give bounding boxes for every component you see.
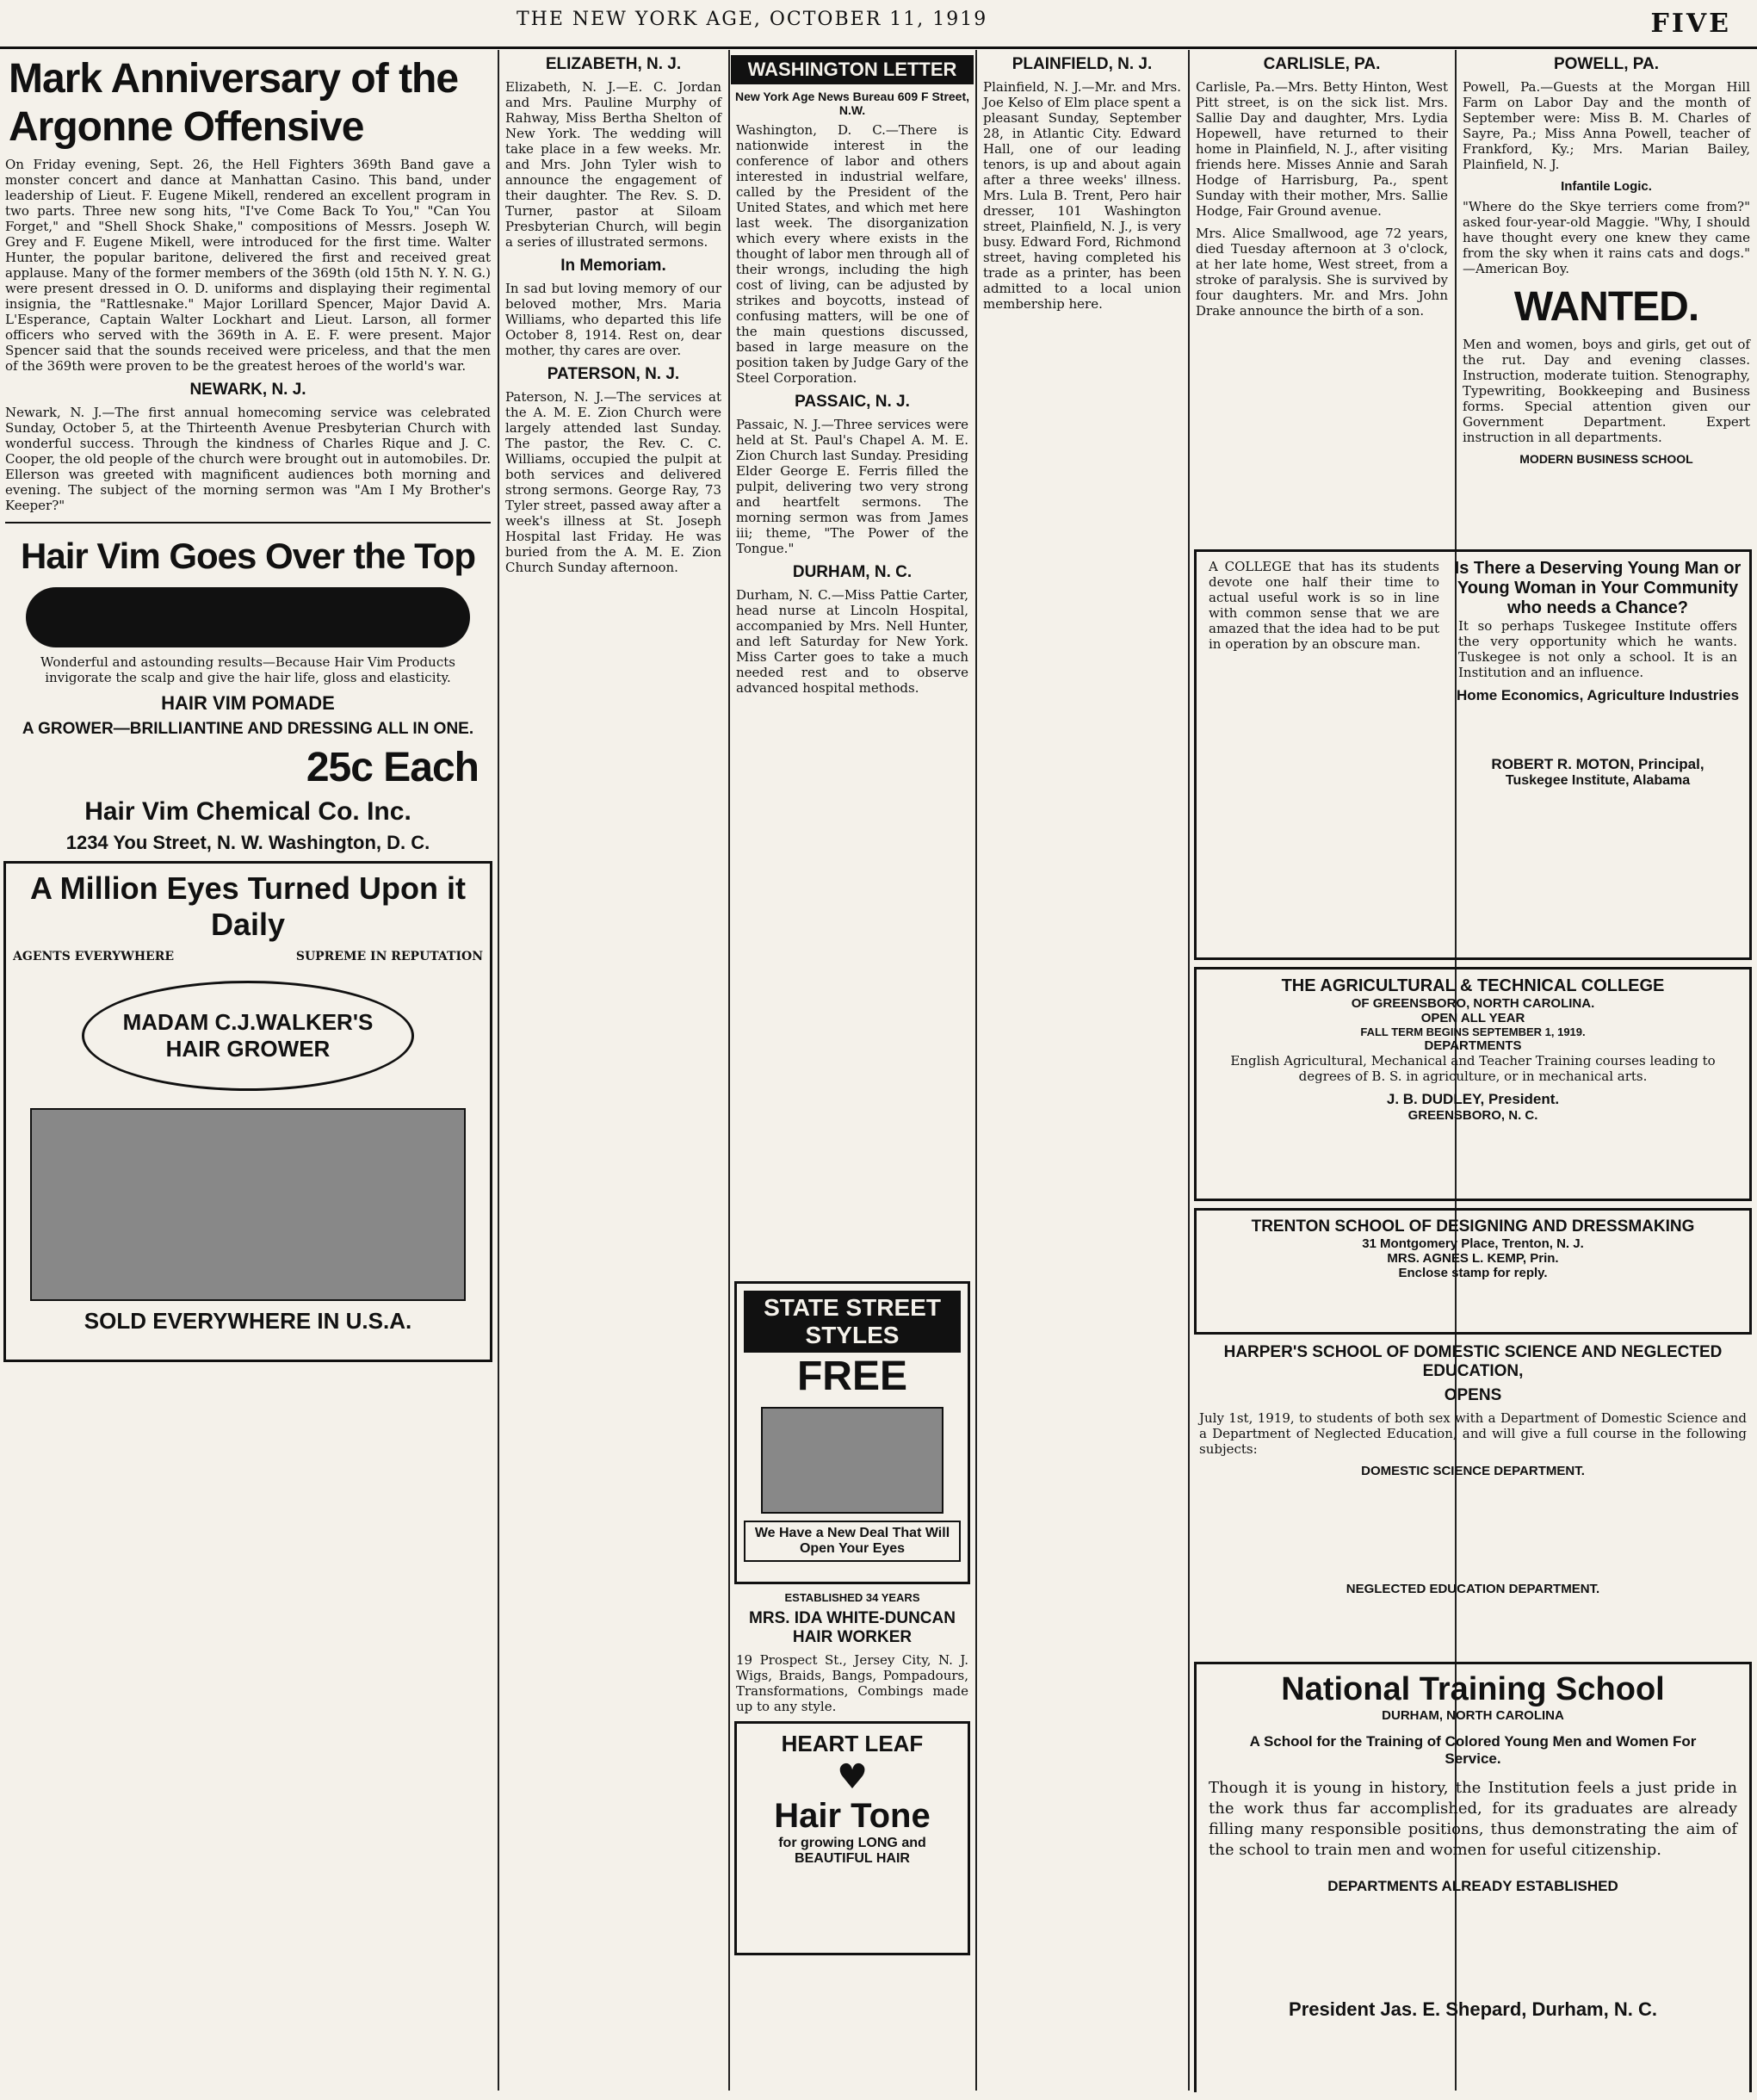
hair-vim-price: 25c Each (306, 745, 479, 790)
headline-carlisle: CARLISLE, PA. (1263, 55, 1381, 73)
harper-opens: OPENS (1444, 1386, 1502, 1404)
tuskegee-home: Home Economics, Agriculture Industries (1456, 687, 1740, 703)
washington-sub: New York Age News Bureau 609 F Street, N.W. (734, 90, 970, 117)
redacted-image (26, 587, 470, 647)
tuskegee-place: Tuskegee Institute, Alabama (1505, 773, 1691, 788)
hair-vim-company: Hair Vim Chemical Co. Inc. (84, 797, 411, 826)
hair-vim-ad (0, 532, 496, 854)
at-sub: OF GREENSBORO, NORTH CAROLINA. (1351, 996, 1595, 1011)
hair-vim-product: HAIR VIM POMADE (161, 692, 335, 714)
madam-walker-ad (3, 861, 492, 1362)
headline-logic: Infantile Logic. (1561, 179, 1652, 194)
duncan-body: 19 Prospect St., Jersey City, N. J. Wigs, Braids, Bangs, Pompadours, Transformations, Combings made up to any style. (736, 1652, 968, 1714)
article-wanted: Men and women, boys and girls, get out of the rut. Day and evening classes. Instruction, moderate tuition. Stenography, Typewriting, Bookkeeping and Business forms. Special attention given our Government Department. Expert instruction in all departments. (1463, 337, 1750, 445)
article-argonne: On Friday evening, Sept. 26, the Hell Fighters 369th Band gave a monster concert and dance at Manhattan Casino. This band, under leadership of Lieut. F. Eugene Mikell, rendered an excellent program in two parts. Three new song hits, "I've Come Back To You," "Can You Forget," and "Shell Shock Shake," compositions of Messrs. Joseph W. Grey and F. Eugene Mikell, were introduced for the first time. Walter Hunter, the popular baritone, delivered the first and received great applause. Many of the former members of the 369th (old 15th N. Y. N. G.) were present dressed in O. D. uniforms and displaying their regimental insignia, the "Rattlesnake." Major Lorillard Spencer, Major David A. L'Esperance, Captain Walter Lockhart and Lieut. Larson, all former officers who served with the 369th in A. E. F. were present. Major Spencer said that the sounds received were priceless, and that the men of the 369th were proven to be the greatest heroes of the world's war. (5, 157, 491, 374)
heart-leaf-brand: Hair Tone (774, 1797, 931, 1835)
globe-illustration (30, 1108, 466, 1301)
nts-body: Though it is young in history, the Institution feels a just pride in the work thus far accomplished, for its graduates are already filling many responsible positions, thus demonstrating the aim of the school to train men and women for useful citizenship. (1209, 1779, 1737, 1859)
trenton-principal: MRS. AGNES L. KEMP, Prin. (1387, 1251, 1559, 1266)
at-headline: THE AGRICULTURAL & TECHNICAL COLLEGE (1281, 976, 1665, 995)
headline-newark: NEWARK, N. J. (189, 381, 306, 399)
tuskegee-body: It so perhaps Tuskegee Institute offers the very opportunity which he wants. Tuskegee is not only a school. It is an Institution and an influence. (1458, 618, 1737, 680)
headline-plainfield: PLAINFIELD, N. J. (1012, 55, 1153, 73)
at-term: FALL TERM BEGINS SEPTEMBER 1, 1919. (1360, 1025, 1586, 1038)
headline-paterson: PATERSON, N. J. (547, 365, 680, 383)
agricultural-college-ad (1194, 967, 1752, 1201)
madam-walker-headline: A Million Eyes Turned Upon it Daily (29, 870, 466, 942)
page-number: FIVE (1650, 9, 1731, 39)
headline-elizabeth: ELIZABETH, N. J. (545, 55, 682, 73)
duncan-established: ESTABLISHED 34 YEARS (784, 1591, 920, 1604)
heart-leaf-headline: HEART LEAF (781, 1731, 924, 1756)
headline-argonne: Mark Anniversary of the Argonne Offensive (9, 56, 459, 150)
state-street-sub: We Have a New Deal That Will Open Your Eyes (744, 1521, 961, 1562)
tuskegee-ad (1194, 549, 1752, 960)
nts-departments: DEPARTMENTS ALREADY ESTABLISHED (1327, 1878, 1618, 1894)
madam-walker-brand: MADAM C.J.WALKER'S HAIR GROWER (82, 981, 414, 1091)
harper-ad (1194, 1343, 1752, 1653)
heart-icon: ♥ (837, 1757, 868, 1797)
column-3-ads (731, 1274, 974, 2084)
column-2 (500, 50, 727, 2091)
madam-walker-right: SUPREME IN REPUTATION (295, 950, 483, 963)
trenton-ad (1194, 1208, 1752, 1335)
hair-vim-sub: Wonderful and astounding results—Because Hair Vim Products invigorate the scalp and give the hair life, gloss and elasticity. (40, 654, 455, 685)
national-training-ad (1194, 1662, 1752, 2092)
trenton-stamp: Enclose stamp for reply. (1398, 1266, 1548, 1280)
article-carlisle: Carlisle, Pa.—Mrs. Betty Hinton, West Pitt street, is on the sick list. Mrs. Sallie Day and daughter, Mrs. Lydia Hopewell, have returned to their home in Plainfield, N. J., after visiting friends here. Misses Annie and Sarah Hodge of Harrisburg, Pa., spent Sunday with their mother, Mrs. Sallie Hodge, Fair Ground avenue. (1196, 79, 1448, 219)
article-washington: Washington, D. C.—There is nationwide interest in the conference of labor and others interested in industrial welfare, called by the President of the United States, and which met here last week. The disorganization which every where exists in the thought of labor men through all of their wrongs, including the high cost of living, can be adjusted by strikes and boycotts, instead of confusing matters, will be one of the main questions discussed, based in large measure on the position taken by Judge Gary of the Steel Corporation. (736, 122, 968, 386)
madam-walker-sold: SOLD EVERYWHERE IN U.S.A. (84, 1308, 412, 1334)
article-paterson: Paterson, N. J.—The services at the A. M. E. Zion Church were largely attended last Sunday. The pastor, the Rev. C. C. Williams, occupied the pulpit at both services and delivered strong sermons. George Ray, 73 Tyler street, passed away after a week's illness at St. Joseph Hospital last Friday. He was buried from the A. M. E. Zion Church Sunday afternoon. (505, 389, 721, 575)
right-ads (1191, 542, 1755, 2092)
headline-memoriam: In Memoriam. (560, 257, 666, 275)
tuskegee-question: Is There a Deserving Young Man or Young Woman in Your Community who needs a Chance? (1454, 559, 1742, 617)
headline-washington: WASHINGTON LETTER (731, 55, 974, 84)
article-logic: "Where do the Skye terriers come from?" asked four-year-old Maggie. "Why, I should have thought every one knew they came from the sky when it rains cats and dogs." —American Boy. (1463, 199, 1750, 276)
headline-durham: DURHAM, N. C. (792, 563, 913, 581)
folio-title: THE NEW YORK AGE, OCTOBER 11, 1919 (517, 9, 988, 30)
trenton-address: 31 Montgomery Place, Trenton, N. J. (1362, 1236, 1584, 1251)
heart-leaf-body: for growing LONG and BEAUTIFUL HAIR (778, 1836, 926, 1866)
nts-president: President Jas. E. Shepard, Durham, N. C. (1289, 1998, 1657, 2020)
duncan-name: MRS. IDA WHITE-DUNCAN HAIR WORKER (749, 1609, 956, 1646)
at-body: English Agricultural, Mechanical and Teacher Training courses leading to degrees of B. S. in agriculture, or in mechanical arts. (1230, 1053, 1716, 1084)
article-newark: Newark, N. J.—The first annual homecoming service was celebrated Sunday, October 5, at the Thirteenth Avenue Presbyterian Church with wonderful success. Through the kindness of Charles Rique and J. C. Cooper, the old people of the church were brought out in automobiles. Dr. Ellerson was greeted with magnificent audiences both morning and evening. The subject of the morning sermon was "Am I My Brother's Keeper?" (5, 405, 491, 513)
heart-leaf-ad (734, 1721, 970, 1955)
article-plainfield: Plainfield, N. J.—Mr. and Mrs. Joe Kelso of Elm place spent a pleasant Sunday, September 28, in Atlantic City. Edward Hall, one of our leading tenors, is up and about again after a three weeks' illness. Mrs. Lula B. Trent, Pero hair dresser, 101 Washington street, Plainfield, N. J., is very busy. Edward Ford, Richmond street, having completed his trade as a printer, has been admitted to a local union membership here. (983, 79, 1181, 312)
article-durham: Durham, N. C.—Miss Pattie Carter, head nurse at Lincoln Hospital, accompanied by Mrs. Nell Hunter, and left Saturday for New York. Miss Carter goes to take a much needed rest and to observe advanced hospital methods. (736, 587, 968, 696)
trenton-headline: TRENTON SCHOOL OF DESIGNING AND DRESSMAKING (1251, 1217, 1695, 1236)
state-street-free: FREE (796, 1354, 907, 1399)
article-powell: Powell, Pa.—Guests at the Morgan Hill Farm on Labor Day and the month of September were: Miss B. M. Charles of Sayre, Pa.; Miss Anna Powell, teacher of Frankford, Ky.; Mrs. Marian Bailey, Plainfield, N. J. (1463, 79, 1750, 172)
state-street-ad (734, 1281, 970, 1584)
at-open: OPEN ALL YEAR (1420, 1011, 1525, 1025)
madam-walker-left: AGENTS EVERYWHERE (13, 950, 175, 963)
column-1 (0, 50, 496, 2091)
page-folio (0, 3, 1757, 49)
harper-neglected: NEGLECTED EDUCATION DEPARTMENT. (1346, 1582, 1600, 1596)
tuskegee-principal: ROBERT R. MOTON, Principal, (1491, 756, 1704, 772)
headline-powell: POWELL, PA. (1553, 55, 1660, 73)
nts-place: DURHAM, NORTH CAROLINA (1382, 1708, 1564, 1723)
column-6 (1457, 50, 1755, 532)
hair-vim-headline: Hair Vim Goes Over the Top (21, 536, 475, 576)
nts-headline: National Training School (1281, 1671, 1665, 1707)
at-president: J. B. DUDLEY, President. (1386, 1091, 1560, 1107)
harper-domestic: DOMESTIC SCIENCE DEPARTMENT. (1361, 1464, 1585, 1478)
wanted-school: MODERN BUSINESS SCHOOL (1519, 452, 1693, 466)
article-passaic: Passaic, N. J.—Three services were held at St. Paul's Chapel A. M. E. Zion Church last Sunday. Presiding Elder George E. Ferris filled the pulpit, delivering two very strong and heartfelt sermons. The morning sermon was from James iii; theme, "The Power of the Tongue." (736, 417, 968, 556)
hair-vim-tag: A GROWER—BRILLIANTINE AND DRESSING ALL IN ONE. (22, 720, 474, 738)
harper-body: July 1st, 1919, to students of both sex with a Department of Domestic Science and a Department of Neglected Education, and will give a full course in the following subjects: (1199, 1410, 1747, 1457)
harper-headline: HARPER'S SCHOOL OF DOMESTIC SCIENCE AND NEGLECTED EDUCATION, (1223, 1343, 1723, 1380)
hair-vim-address: 1234 You Street, N. W. Washington, D. C. (65, 832, 430, 853)
column-4 (978, 50, 1186, 2091)
article-carlisle-more: Mrs. Alice Smallwood, age 72 years, died Tuesday afternoon at 3 o'clock, at her late home, West street, from a stroke of paralysis. She is survived by four daughters. Mr. and Mrs. John Drake announce the birth of a son. (1196, 226, 1448, 319)
at-place: GREENSBORO, N. C. (1407, 1108, 1538, 1123)
at-departments: DEPARTMENTS (1424, 1038, 1522, 1053)
nts-tagline: A School for the Training of Colored Young Men and Women For Service. (1249, 1733, 1697, 1767)
article-memoriam: In sad but loving memory of our beloved mother, Mrs. Maria Williams, who departed this life October 8, 1914. Rest on, dear mother, thy cares are over. (505, 281, 721, 358)
column-5 (1191, 50, 1453, 532)
headline-wanted: WANTED. (1513, 284, 1699, 330)
state-street-headline: STATE STREET STYLES (744, 1291, 961, 1353)
article-elizabeth: Elizabeth, N. J.—E. C. Jordan and Mrs. Pauline Murphy of Rahway, Miss Bertha Shelton of New York. The wedding will take place in a few weeks. Mr. and Mrs. John Tyler wish to announce the engagement of their daughter. The Rev. S. D. Turner, pastor at Siloam Presbyterian Church, will begin a series of illustrated sermons. (505, 79, 721, 250)
headline-passaic: PASSAIC, N. J. (795, 393, 910, 411)
suit-illustration (761, 1407, 943, 1514)
tuskegee-quote: A COLLEGE that has its students devote one half their time to actual useful work is so in line with common sense that we are amazed that the idea had to be put in operation by an obscure man. (1209, 559, 1439, 652)
